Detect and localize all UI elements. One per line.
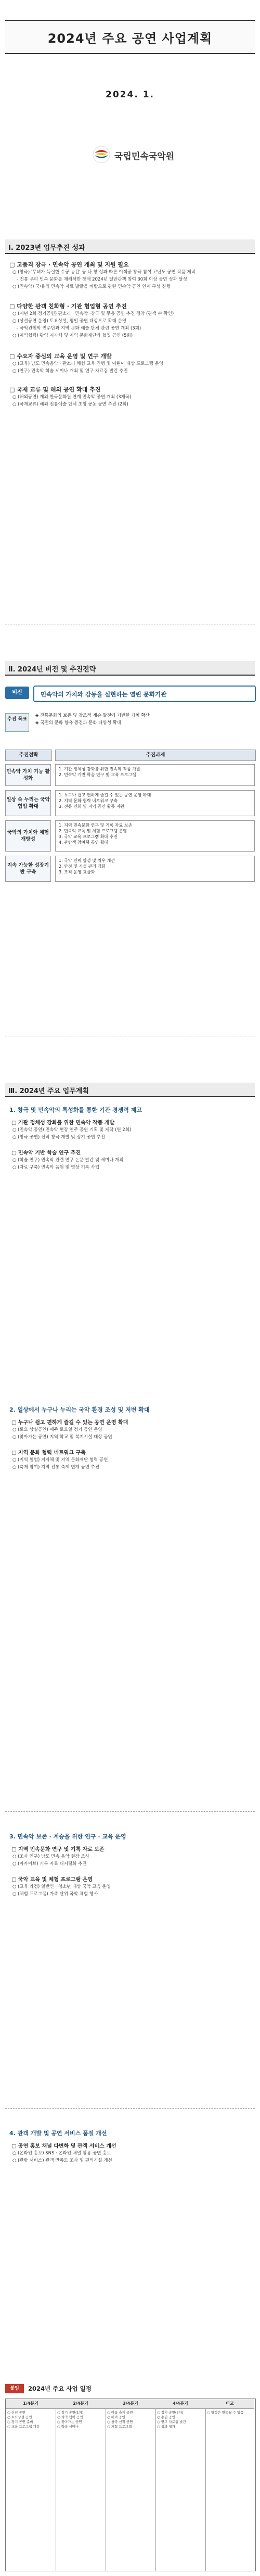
vision-text: 민속악의 가치와 감동을 실현하는 열린 문화기관	[41, 691, 167, 698]
sec1-line: ○ (해외공연) 재외 한국문화원 연계 민속악 공연 개최 (3개국)	[12, 395, 132, 400]
sec1-line: ○ (매년 2회 정기공연) 판소리 · 민속악 ·창극 및 무용 공연 추진 정착 (관객 수 확인)	[12, 311, 174, 316]
sec3-line: ○ (아카이브) 기록 자료 디지털화 추진	[12, 1861, 87, 1867]
sec3-line: ○ (교육 과정) 일반인 · 청소년 대상 국악 교육 운영	[12, 1884, 111, 1889]
cover-title: 2024년 주요 공연 사업계획	[47, 31, 213, 46]
task-item: 3. 국악 교육 프로그램 확대 추진	[59, 834, 118, 839]
task-cell	[55, 856, 255, 882]
sec3-line: ○ (축제 참여) 지역 전통 축제 연계 공연 추진	[12, 1465, 100, 1470]
sec1-line: ○ (지역협력) 광역 지자체 및 지역 문화재단과 협업 공연 (5회)	[12, 333, 133, 338]
task-item: 3. 전통 연희 및 지역 공연 활동 지원	[59, 804, 124, 809]
sec3-line: ○ (지역 협업) 지자체 및 지역 문화재단 협력 공연	[12, 1457, 108, 1463]
task-item: 2. 지역 문화 협력 네트워크 구축	[59, 798, 118, 803]
schedule-item: ○ 송년 공연	[157, 2415, 175, 2419]
sec3-line: ○ (토요 상설공연) 매주 토요일 정기 공연 운영	[12, 1427, 102, 1432]
sec1-line: - 전통 우리 민속 문화를 재해석한 창제 2024년 일반관객 참여 30회 이상 공연 성과 달성	[17, 277, 187, 282]
schedule-item: ○ 지역 협력 공연	[57, 2415, 83, 2419]
task-item: 2. 안전 및 시설 관리 강화	[59, 864, 106, 869]
schedule-item: ○ 신년 공연	[7, 2410, 25, 2415]
sec3-item: □ 지역 민속문화 연구 및 기록 자료 보존	[11, 1847, 105, 1852]
schedule-item: ○ 정기 공연(2차)	[157, 2410, 184, 2415]
sec3-heading-3: 3. 민속악 보존 · 계승을 위한 연구 · 교육 운영	[9, 1833, 126, 1840]
schedule-item: ○ 학술 세미나	[57, 2425, 79, 2429]
strategy-cell: 국악의 가치와 체험 개방성	[5, 820, 51, 852]
sec3-heading-1: 1. 창극 및 민속악의 특성화를 통한 기관 경쟁력 제고	[9, 1107, 142, 1113]
section-3-header	[5, 1083, 255, 1097]
sec3-line: ○ (체험 프로그램) 가족 단위 국악 체험 행사	[12, 1892, 98, 1897]
section-2-title: Ⅱ. 2024년 비전 및 추진전략	[8, 666, 96, 674]
appendix-title: 2024년 주요 사업 일정	[28, 2385, 92, 2392]
sec3-item: □ 국악 교육 및 체험 프로그램 운영	[11, 1877, 93, 1883]
sec1-line: ○ (상설공연 운영) 토요상설, 평일 공연 대상으로 확대 운영	[12, 319, 127, 324]
section-1-title: Ⅰ. 2023년 업무추진 성과	[8, 244, 85, 252]
sec3-heading-2: 2. 일상에서 누구나 누리는 국악 환경 조성 및 저변 확대	[9, 1406, 150, 1413]
schedule-item: ○ 찾아가는 공연	[57, 2420, 82, 2424]
sec1-line: - 국악관현악 연주단과 지역 문화 예술 단체 관련 공연 개최 (3회)	[17, 326, 141, 331]
schedule-column	[205, 2399, 254, 2571]
schedule-item: ○ 정기 공연 준비	[7, 2420, 33, 2424]
strategy-cell: 지속 가능한 성장기반 구축	[5, 856, 51, 882]
task-item: 4. 관람객 참여형 공연 확대	[59, 840, 109, 845]
divider	[5, 1811, 255, 1812]
schedule-table	[5, 2399, 256, 2571]
task-item: 1. 누구나 쉽고 편하게 즐길 수 있는 공연 운영 확대	[59, 793, 151, 797]
schedule-item: ○ 성과 평가	[157, 2425, 175, 2429]
task-header: 추진과제	[55, 750, 256, 761]
goal-row	[5, 709, 255, 736]
sec3-item: □ 민속악 기반 학술 연구 추진	[11, 1150, 81, 1156]
sec1-heading-1: □ 고품격 창극 · 민속악 공연 개최 및 지원 필요	[9, 261, 129, 268]
task-item: 1. 지역 민속문화 연구 및 기록 자료 보존	[59, 823, 133, 828]
task-cell	[55, 764, 255, 786]
sec1-line: ○ (교육) 남도 민속음악 · 판소리 체험 교육 진행 및 어린이 대상 프로그램 운영	[12, 361, 163, 366]
schedule-item: ○ 해외 공연	[107, 2415, 125, 2419]
schedule-item: ○ 일정은 변동될 수 있음	[207, 2410, 244, 2415]
schedule-column-header: 4/4분기	[155, 2399, 205, 2409]
sec3-item: □ 공연 홍보 채널 다변화 및 관객 서비스 개선	[11, 2143, 116, 2149]
sec1-line: ○ (창극) '무녀가 득실한 수궁 농간' 등 나 창 성과 따른 이색공 창극 참여 고난도 공연 작품 제작	[12, 270, 196, 275]
task-item: 3. 조직 운영 효율화	[59, 870, 95, 874]
schedule-item: ○ 교육 프로그램 개강	[7, 2425, 40, 2429]
org-logo	[93, 145, 176, 166]
schedule-item: ○ 여름 축제 공연	[107, 2410, 133, 2415]
sec1-heading-4: □ 국제 교류 및 해외 공연 확대 추진	[9, 386, 101, 393]
goal-item: ◈ 전통문화의 보존 및 창조적 계승·발전에 기반한 가치 확산	[35, 713, 150, 718]
vision-box	[33, 686, 256, 702]
cover-date: 2024. 1.	[106, 90, 154, 100]
schedule-column-header: 1/4분기	[6, 2399, 56, 2409]
gugak-logo-icon	[93, 146, 110, 163]
sec3-line: ○ (민속악 공연) 민속악 현장 연주 공연 기획 및 제작 (연 2회)	[12, 1127, 132, 1133]
sec1-heading-2: □ 다양한 관객 친화형 · 기관 협업형 공연 추진	[9, 303, 127, 310]
cover-title-box	[5, 20, 255, 54]
divider	[5, 2108, 255, 2109]
strategy-cell: 일상 속 누리는 국악 협업 확대	[5, 790, 51, 816]
schedule-column	[155, 2399, 206, 2571]
sec3-heading-4: 4. 관객 개발 및 공연 서비스 품질 개선	[9, 2130, 107, 2137]
vision-label: 비전	[5, 687, 29, 699]
schedule-column-header: 비고	[205, 2399, 254, 2409]
task-item: 2. 민속악 기반 학술 연구 및 교육 프로그램	[59, 772, 137, 777]
appendix-title-row	[5, 2383, 255, 2394]
sec1-line: ○ (연구) 민속악 학술 세미나 개최 및 연구 자료집 발간 추진	[12, 369, 128, 374]
sec3-item: □ 지역 문화 협력 네트워크 구축	[11, 1450, 86, 1456]
sec3-line: ○ (온라인 홍보) SNS · 온라인 채널 활용 공연 홍보	[12, 2151, 111, 2156]
task-item: 2. 민속악 교육 및 체험 프로그램 운영	[59, 829, 127, 833]
sec3-line: ○ (학술 연구) 민속악 관련 연구 논문 발간 및 세미나 개최	[12, 1158, 124, 1163]
task-cell	[55, 820, 255, 852]
task-item: 1. 기관 정체성 강화를 위한 민속악 작품 개발	[59, 767, 140, 771]
sec3-line: ○ (관람 서비스) 관객 만족도 조사 및 편의시설 개선	[12, 2158, 112, 2163]
schedule-column-header: 2/4분기	[56, 2399, 106, 2409]
sec3-line: ○ (자료 구축) 민속악 음원 및 영상 기록 사업	[12, 1165, 100, 1170]
schedule-item: ○ 토요상설 공연	[7, 2415, 32, 2419]
schedule-column	[106, 2399, 156, 2571]
section-1-header	[5, 239, 255, 254]
strategy-cell: 민속악 가치 기능 활성화	[5, 764, 51, 786]
sec3-line: ○ (찾아가는 공연) 지역 학교 및 복지시설 대상 공연	[12, 1435, 112, 1440]
schedule-column-header: 3/4분기	[106, 2399, 155, 2409]
schedule-column	[56, 2399, 106, 2571]
sec3-line: ○ (조사 연구) 남도 민속 음악 현장 조사	[12, 1854, 89, 1859]
sec1-line: ○ (국제교류) 해외 전통예술 단체 초청 공동 공연 추진 (2회)	[12, 402, 128, 407]
task-item: 1. 국악 인력 양성 및 처우 개선	[59, 858, 115, 863]
schedule-item: ○ 창극 신작 공연	[107, 2420, 133, 2424]
sec3-line: ○ (창극 공연) 신작 창극 개발 및 정기 공연 추진	[12, 1135, 105, 1140]
goal-label: 추진 목표	[5, 713, 29, 732]
strategy-header: 추진전략	[5, 750, 52, 761]
appendix-tag: 붙임	[5, 2384, 24, 2393]
section-2-header	[5, 661, 255, 676]
schedule-item: ○ 연구 자료집 발간	[157, 2420, 186, 2424]
document-page	[5, 0, 255, 2576]
sec1-heading-3: □ 수요자 중심의 교육 운영 및 연구 개발	[9, 353, 112, 360]
org-name: 국립민속국악원	[114, 151, 174, 162]
task-cell	[55, 790, 255, 816]
goal-item: ◈ 국민의 문화 향유 증진과 문화 다양성 확대	[35, 720, 122, 726]
sec3-item: □ 누구나 쉽고 편하게 즐길 수 있는 공연 운영 확대	[11, 1420, 128, 1426]
sec3-item: □ 기관 정체성 강화를 위한 민속악 작품 개발	[11, 1120, 115, 1126]
schedule-item: ○ 체험 프로그램	[107, 2425, 132, 2429]
schedule-item: ○ 정기 공연(1차)	[57, 2410, 84, 2415]
sec1-line: ○ (민속악) 국내·외 민속악 자료 발굴을 바탕으로 관련 민속악 공연 연계 구성 진행	[12, 284, 171, 289]
vision-row	[5, 684, 255, 702]
schedule-column	[6, 2399, 56, 2571]
section-3-title: Ⅲ. 2024년 주요 업무계획	[8, 1087, 89, 1095]
